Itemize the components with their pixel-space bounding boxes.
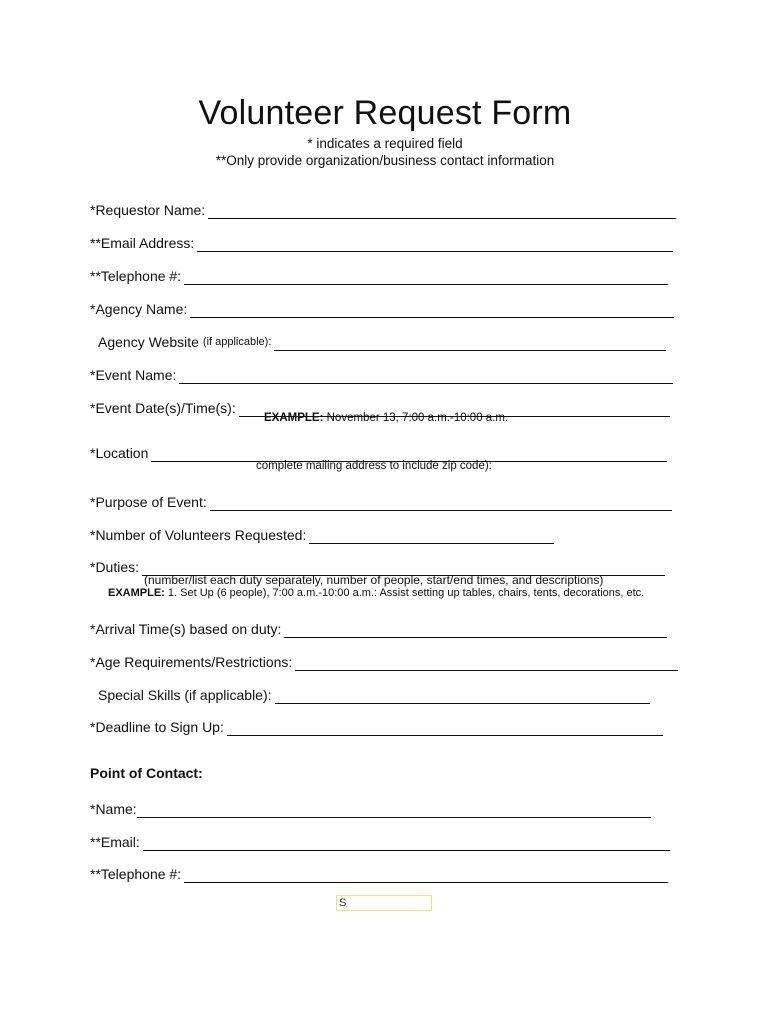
contact-name-row [90,798,651,818]
form-title: Volunteer Request Form [198,94,572,132]
skills-label: Special Skills (if applicable): [98,687,272,703]
location-hint: complete mailing address to include zip code): [256,460,492,472]
arrival-field[interactable] [284,623,667,638]
contact-telephone-row [90,863,668,883]
arrival-label: *Arrival Time(s) based on duty: [90,621,282,637]
volunteers-field[interactable] [309,529,554,544]
contact-name-field[interactable] [137,803,651,818]
location-label: *Location [90,445,149,461]
skills-row [98,684,650,704]
event-example-text: November 13, 7:00 a.m.-10:00 a.m. [326,412,509,424]
agency-label: *Agency Name: [90,301,188,317]
requestor-field[interactable] [208,204,676,219]
deadline-row [90,716,663,736]
volunteers-row [90,524,554,544]
agency-row [90,298,674,318]
requestor-label: *Requestor Name: [90,202,206,218]
duties-example-text: 1. Set Up (6 people), 7:00 a.m.-10:00 a.m.: Assist setting up tables, chairs, tents, decorations, etc. [167,587,645,599]
email-row [90,232,673,252]
telephone-row [90,265,668,285]
point-of-contact-heading: Point of Contact: [90,765,203,781]
email-label: **Email Address: [90,235,195,251]
contact-telephone-field[interactable] [184,868,668,883]
purpose-field[interactable] [210,496,672,511]
age-field[interactable] [295,656,678,671]
required-note: * indicates a required field [307,136,463,151]
deadline-label: *Deadline to Sign Up: [90,719,224,735]
submit-button[interactable]: S [336,895,432,911]
volunteers-label: *Number of Volunteers Requested: [90,527,307,543]
skills-field[interactable] [275,689,650,704]
duties-example [108,587,644,599]
agency-field[interactable] [190,303,674,318]
contact-email-row [90,831,670,851]
website-row [98,331,666,351]
event-name-row [90,364,673,384]
contact-email-field[interactable] [143,836,670,851]
purpose-row [90,491,672,511]
website-note: (if applicable): [202,336,272,348]
event-name-label: *Event Name: [90,367,177,383]
event-dates-label: *Event Date(s)/Time(s): [90,400,236,416]
website-field[interactable] [274,336,666,351]
contact-name-label: *Name: [90,801,137,817]
age-label: *Age Requirements/Restrictions: [90,654,293,670]
age-row [90,651,678,671]
telephone-field[interactable] [184,270,668,285]
event-example [264,412,508,424]
duties-hint: (number/list each duty separately, number of people, start/end times, and descriptions) [144,573,604,587]
location-row [90,442,667,462]
contact-telephone-label: **Telephone #: [90,866,182,882]
telephone-label: **Telephone #: [90,268,182,284]
requestor-row [90,199,676,219]
contact-note: **Only provide organization/business contact information [215,153,555,168]
arrival-row [90,618,667,638]
email-field[interactable] [197,237,673,252]
event-example-bold: EXAMPLE: [264,412,324,424]
duties-example-bold: EXAMPLE: [108,587,165,599]
website-label: Agency Website [98,334,199,350]
duties-label: *Duties: [90,559,140,575]
contact-email-label: **Email: [90,834,140,850]
deadline-field[interactable] [227,721,663,736]
purpose-label: *Purpose of Event: [90,494,207,510]
event-name-field[interactable] [179,369,673,384]
